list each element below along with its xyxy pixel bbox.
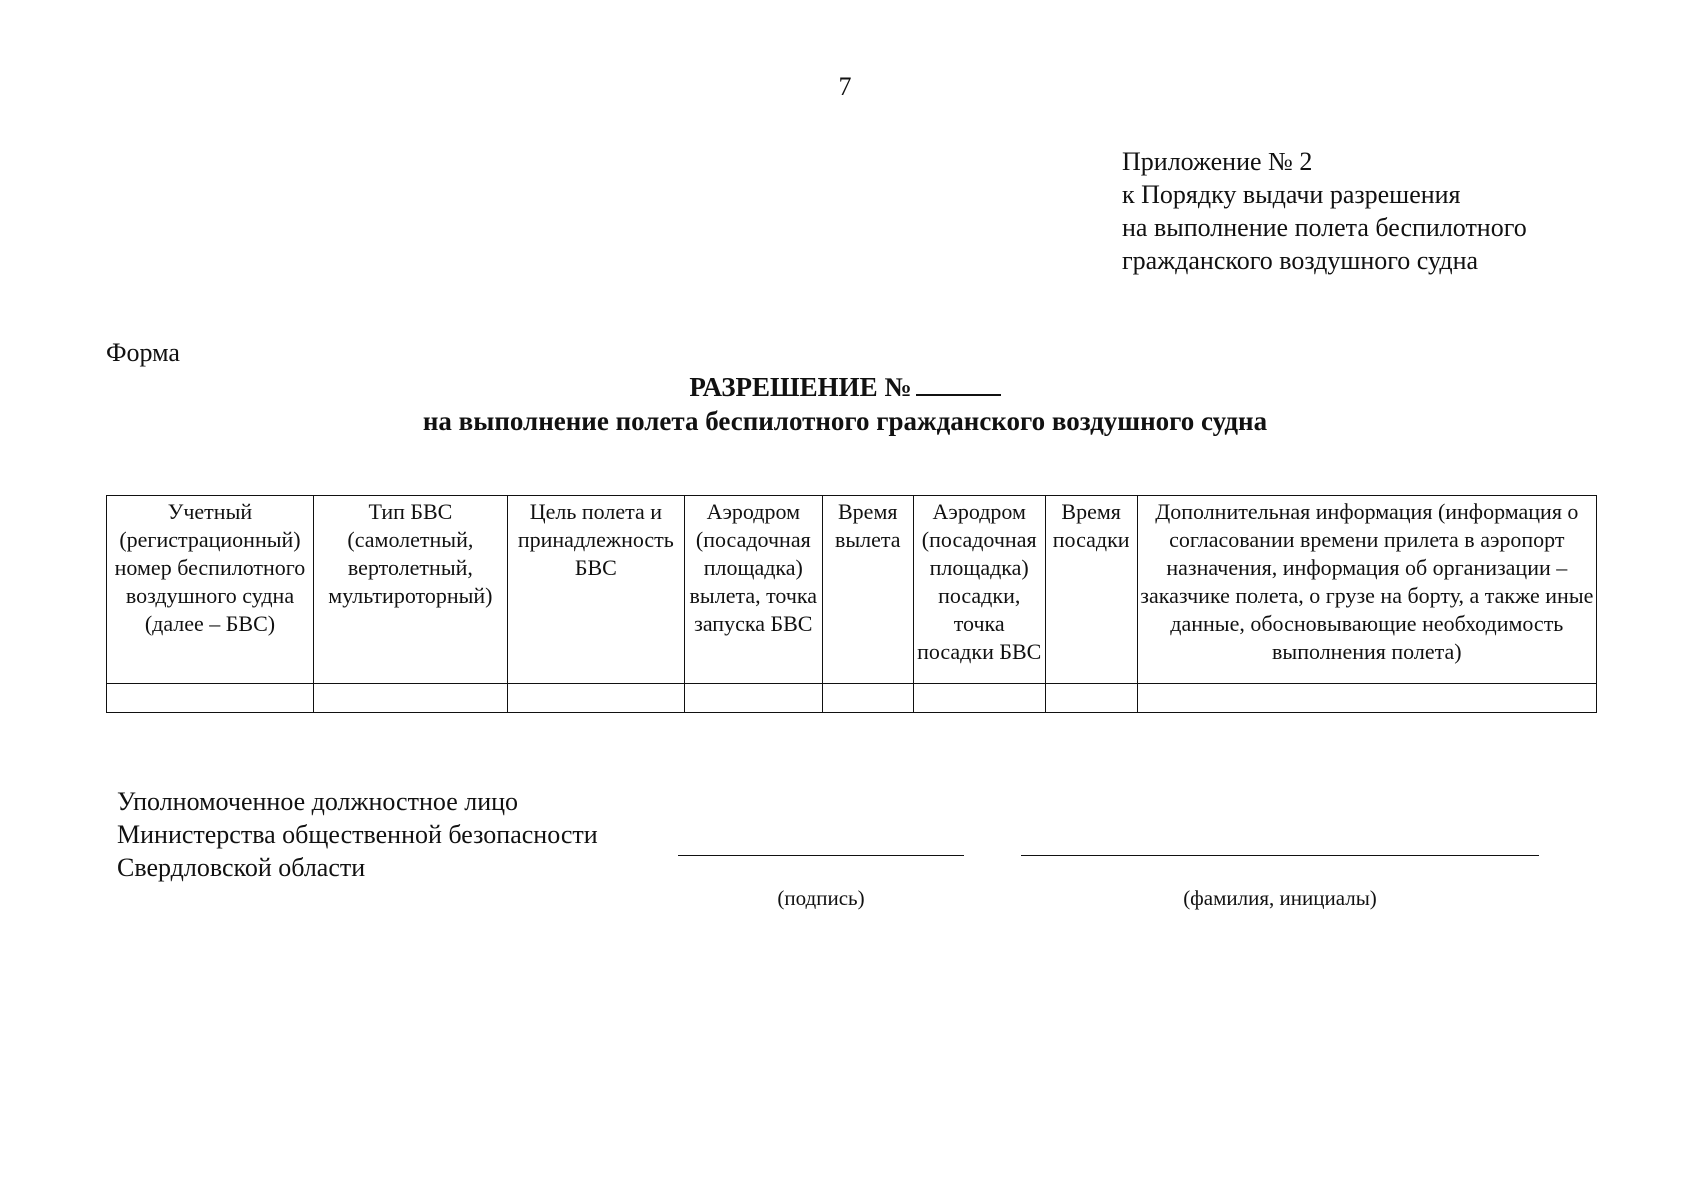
signer-line: Министерства общественной безопасности [117,820,598,849]
table-cell[interactable] [913,684,1045,713]
signer-line: Уполномоченное должностное лицо [117,787,519,816]
column-header-departure-time: Время вылета [822,496,913,684]
name-line[interactable] [1021,855,1539,856]
permit-number-blank [916,370,1001,396]
appendix-note [1122,145,1527,277]
table-cell[interactable] [822,684,913,713]
appendix-line: Приложение № 2 [1122,147,1313,176]
table-cell[interactable] [507,684,684,713]
page-number: 7 [838,72,852,101]
table-cell[interactable] [313,684,507,713]
column-header-additional-info: Дополнительная информация (информация о согласовании времени прилета в аэропорт назначения, информация об организации – заказчике полета, о грузе на борту, а также иные данные, обосновывающие необходимость выполнения полета) [1137,496,1596,684]
column-header-departure-aerodrome: Аэродром (посадочная площадка) вылета, точка запуска БВС [684,496,822,684]
title-line-1 [0,370,1690,404]
column-header-flight-purpose: Цель полета и принадлежность БВС [507,496,684,684]
appendix-line: на выполнение полета беспилотного [1122,213,1527,242]
table-header-row [107,496,1597,684]
name-caption: (фамилия, инициалы) [1183,886,1377,910]
table-cell[interactable] [1137,684,1596,713]
table-cell[interactable] [1045,684,1137,713]
form-label: Форма [106,338,180,367]
signer-line: Свердловской области [117,853,366,882]
table-cell[interactable] [107,684,314,713]
title-line-2: на выполнение полета беспилотного гражданского воздушного судна [422,406,1268,436]
column-header-landing-aerodrome: Аэродром (посадочная площадка) посадки, точка посадки БВС [913,496,1045,684]
column-header-aircraft-type: Тип БВС (самолетный, вертолетный, мультироторный) [313,496,507,684]
permit-table [106,495,1597,713]
signer-block [117,785,598,884]
signature-line[interactable] [678,855,964,856]
document-title [0,370,1690,438]
column-header-registration-number: Учетный (регистрационный) номер беспилотного воздушного судна (далее – БВС) [107,496,314,684]
signature-caption: (подпись) [777,886,865,910]
table-cell[interactable] [684,684,822,713]
title-permit-number-label: РАЗРЕШЕНИЕ № [689,372,912,402]
appendix-line: гражданского воздушного судна [1122,246,1479,275]
appendix-line: к Порядку выдачи разрешения [1122,180,1461,209]
column-header-landing-time: Время посадки [1045,496,1137,684]
table-row [107,684,1597,713]
